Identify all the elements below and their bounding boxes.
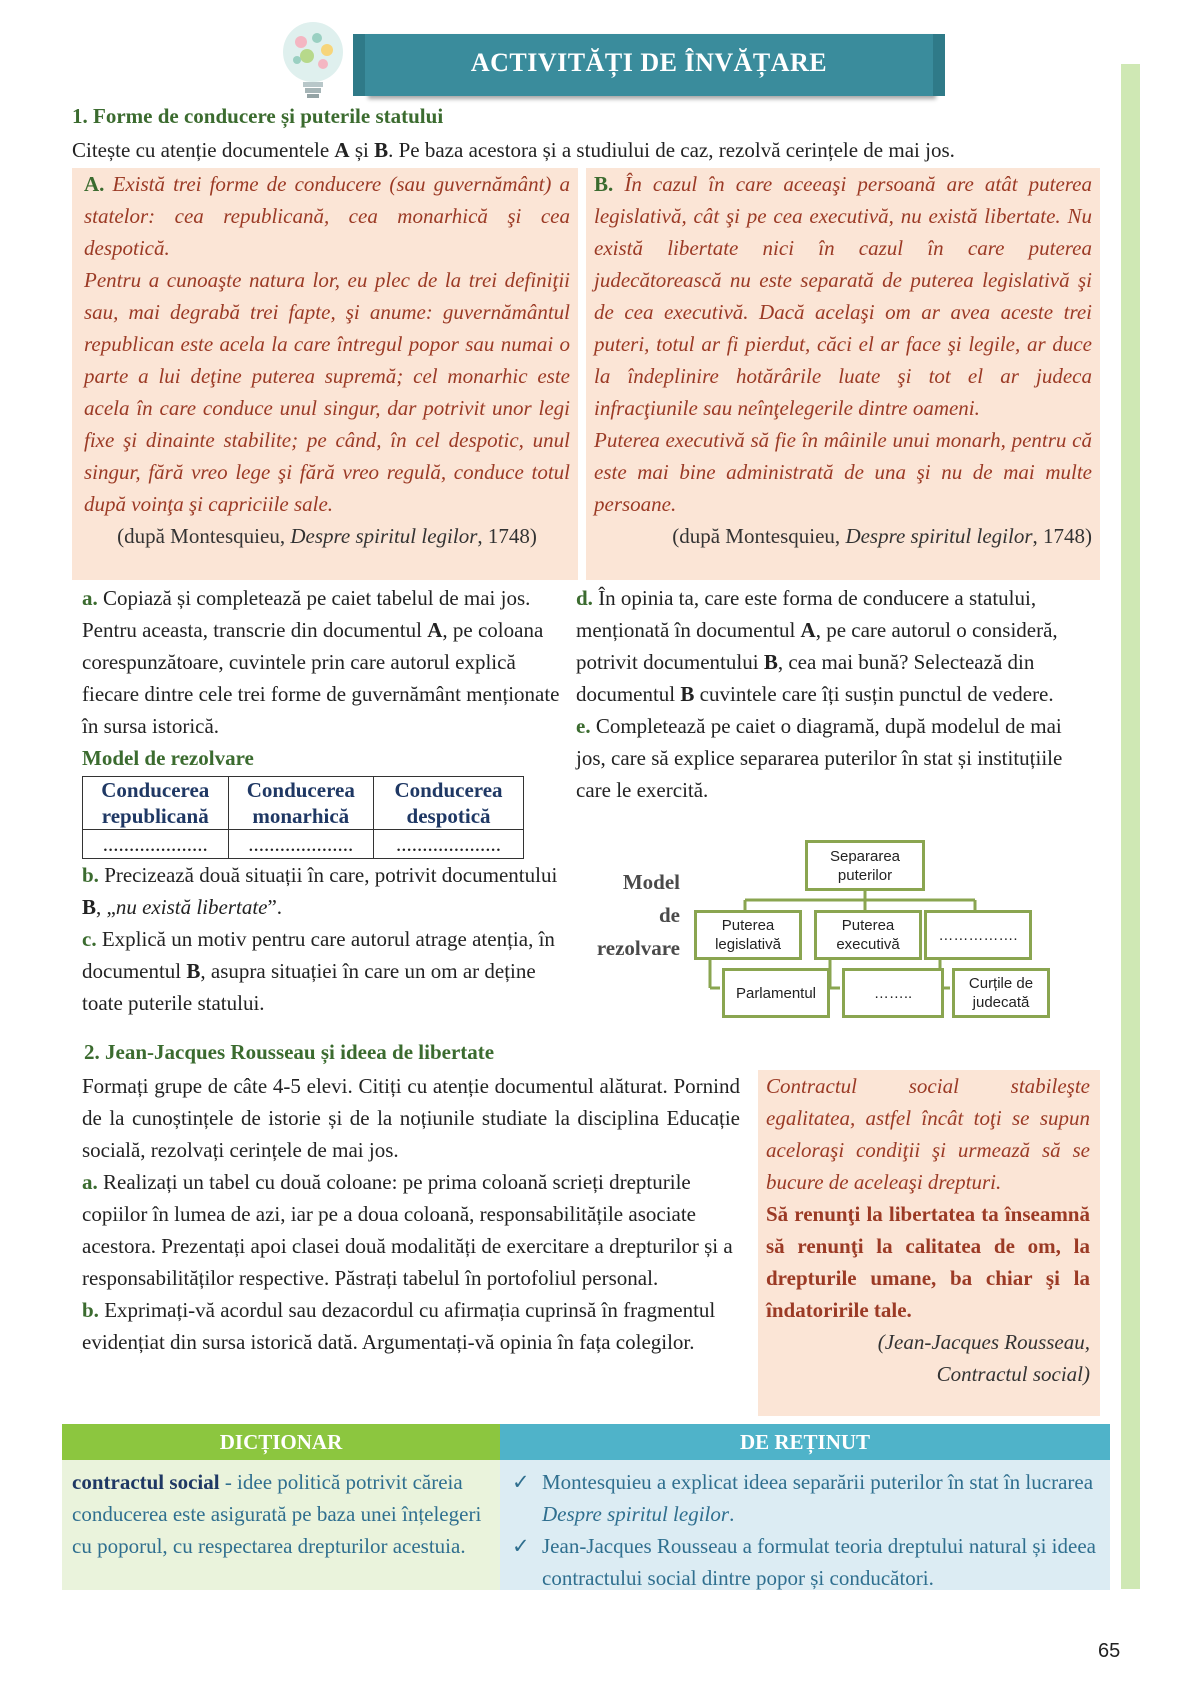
page-side-bar	[1121, 64, 1140, 1589]
document-b-paragraph-2: Puterea executivă să fie în mâinile unui monarh, pentru că este mai bine administrată de una şi nu de mai multe persoane.	[594, 428, 1092, 516]
model-label: Model de rezolvare	[82, 746, 254, 770]
document-b-source: (după Montesquieu, Despre spiritul legilor, 1748)	[672, 524, 1092, 548]
table-header-republicana: Conducerea republicană	[83, 777, 229, 830]
dictionary-entry: contractul social - idee politică potrivit căreia conducerea este asigurată pe baza unei înțelegeri cu poporul, cu respectarea drepturilor acestuia.	[72, 1470, 482, 1558]
check-icon: ✓	[512, 1470, 530, 1494]
section-banner	[365, 34, 933, 96]
quote-highlighted-text: Să renunţi la libertatea ta înseamnă să renunţi la calitatea de om, la drepturile umane, ba chiar şi la îndatoririle tale.	[766, 1202, 1090, 1322]
document-b-label: B.	[594, 172, 614, 196]
dictionary-header: DICȚIONAR	[62, 1424, 500, 1460]
section1-intro: Citește cu atenție documentele A și B. Pe baza acestora și a studiului de caz, rezolvă cerințele de mai jos.	[72, 138, 955, 162]
diagram-node-executive: Puterea executivă	[814, 910, 922, 960]
question-a: a. Copiază și completează pe caiet tabelul de mai jos. Pentru aceasta, transcrie din documentul A, pe coloana corespunzătoare, cuvintele prin care autorul explică fiecare dintre cele trei forme de guvernământ menționate în sursa istorică.	[82, 586, 560, 738]
section2-heading: 2. Jean-Jacques Rousseau și ideea de libertate	[84, 1040, 495, 1064]
rousseau-quote-box	[758, 1070, 1100, 1416]
diagram-root-node: Separarea puterilor	[805, 840, 925, 891]
retinut-item: ✓ Jean-Jacques Rousseau a formulat teoria dreptului natural și ideea contractului social dintre popor și conducători.	[512, 1530, 1102, 1594]
section2-intro: Formați grupe de câte 4-5 elevi. Citiți cu atenție documentul alăturat. Pornind de la cunoștințele de istorie și de la noțiunile studiate la disciplina Educație socială, rezolvați cerințele de mai jos.	[82, 1074, 740, 1162]
quote-source-author: (Jean-Jacques Rousseau,	[877, 1330, 1090, 1354]
document-a-source: (după Montesquieu, Despre spiritul legilor, 1748)	[117, 524, 537, 548]
table-cell: ....................	[374, 830, 524, 859]
banner-right-tab	[933, 34, 945, 96]
diagram-node-courts: Curțile de judecată	[952, 968, 1050, 1018]
table-cell: ....................	[228, 830, 374, 859]
quote-source-title: Contractul social)	[936, 1362, 1090, 1386]
retinut-header: DE REȚINUT	[500, 1424, 1110, 1460]
section2-question-b: b. Exprimați-vă acordul sau dezacordul cu afirmația cuprinsă în fragmentul evidențiat din sursa istorică dată. Argumentați-vă opinia în fața colegilor.	[82, 1298, 716, 1354]
questions-left-column	[82, 582, 562, 1019]
table-header-monarhica: Conducerea monarhică	[228, 777, 374, 830]
retinut-item: ✓ Montesquieu a explicat ideea separării puterilor în stat în lucrarea Despre spiritul legilor.	[512, 1466, 1102, 1530]
document-b-paragraph-1: B. În cazul în care aceeaşi persoană are atât puterea legislativă, cât şi pe cea executivă, nu există libertate. Nu există libertate nici în cazul în care puterea judecătorească nu este separată de puterea legislativă şi de cea executivă. Dacă acelaşi om ar avea aceste trei puteri, totul ar fi pierdut, căci el ar face şi legile, ar duce la îndeplinire hotărârile luate şi tot el ar judeca infracţiunile sau neînţelegerile dintre oameni.	[594, 172, 1093, 420]
section2-question-a: a. Realizați un tabel cu două coloane: pe prima coloană scrieți drepturile copiilor în lumea de azi, iar pe a doua coloană, responsabilitățile asociate acestora. Prezentați apoi clasei două modalități de exercitare a drepturilor și a responsabilităților respective. Păstrați tabelul în portofoliul personal.	[82, 1170, 733, 1290]
question-e: e. Completează pe caiet o diagramă, după modelul de mai jos, care să explice separarea puterilor în stat și instituțiile care le exercită.	[576, 714, 1063, 802]
check-icon: ✓	[512, 1534, 530, 1558]
diagram-node-executive-blank: ……..	[842, 968, 944, 1018]
document-a-paragraph-1: A. Există trei forme de conducere (sau guvernământ) a statelor: cea republicană, cea monarhică şi cea despotică.	[84, 172, 570, 260]
dictionary-body	[62, 1460, 500, 1590]
table-cell: ....................	[83, 830, 229, 859]
banner-title: ACTIVITĂȚI DE ÎNVĂȚARE	[470, 48, 828, 77]
document-b	[586, 168, 1100, 580]
diagram-model-label: Model de rezolvare	[596, 870, 680, 960]
section1-heading: 1. Forme de conducere și puterile statului	[72, 104, 444, 128]
document-a	[72, 168, 578, 580]
question-c: c. Explică un motiv pentru care autorul atrage atenția, în documentul B, asupra situației în care un om ar deține toate puterile statului.	[82, 927, 555, 1015]
document-a-label: A.	[84, 172, 105, 196]
lightbulb-logo-icon	[277, 20, 349, 100]
separation-of-powers-diagram	[690, 838, 1050, 1028]
model-table	[82, 776, 524, 859]
page-number: 65	[1098, 1640, 1121, 1662]
question-d: d. În opinia ta, care este forma de conducere a statului, menționată în documentul A, pe care autorul o consideră, potrivit documentului B, cea mai bună? Selectează din documentul B cuvintele care îți susțin punctul de vedere.	[576, 586, 1058, 706]
diagram-node-judicial-blank: …………….	[924, 910, 1032, 960]
document-a-paragraph-2: Pentru a cunoaşte natura lor, eu plec de la trei definiţii sau, mai degrabă trei fapte, şi anume: guvernământul republican este acela la care întregul popor sau numai o parte a lui deţine puterea supremă; cel monarhic este acela în care conduce unul singur, dar potrivit unor legi fixe şi dinainte stabilite; pe când, în cel despotic, unul singur, fără vreo lege şi fără vreo regulă, conduce totul după voinţa şi capriciile sale.	[84, 268, 570, 516]
question-b: b. Precizează două situații în care, potrivit documentului B, „nu există libertate”.	[82, 863, 558, 919]
retinut-body	[500, 1460, 1110, 1590]
questions-right-column	[576, 582, 1076, 806]
quote-italic-text: Contractul social stabileşte egalitatea, astfel încât toţi se supun aceloraşi condiţii şi urmează să se bucure de aceleaşi drepturi.	[766, 1074, 1090, 1194]
diagram-node-legislative: Puterea legislativă	[694, 910, 802, 960]
table-header-despotica: Conducerea despotică	[374, 777, 524, 830]
section2-body	[82, 1070, 740, 1358]
banner-left-tab	[353, 34, 365, 96]
diagram-node-parliament: Parlamentul	[722, 968, 830, 1018]
